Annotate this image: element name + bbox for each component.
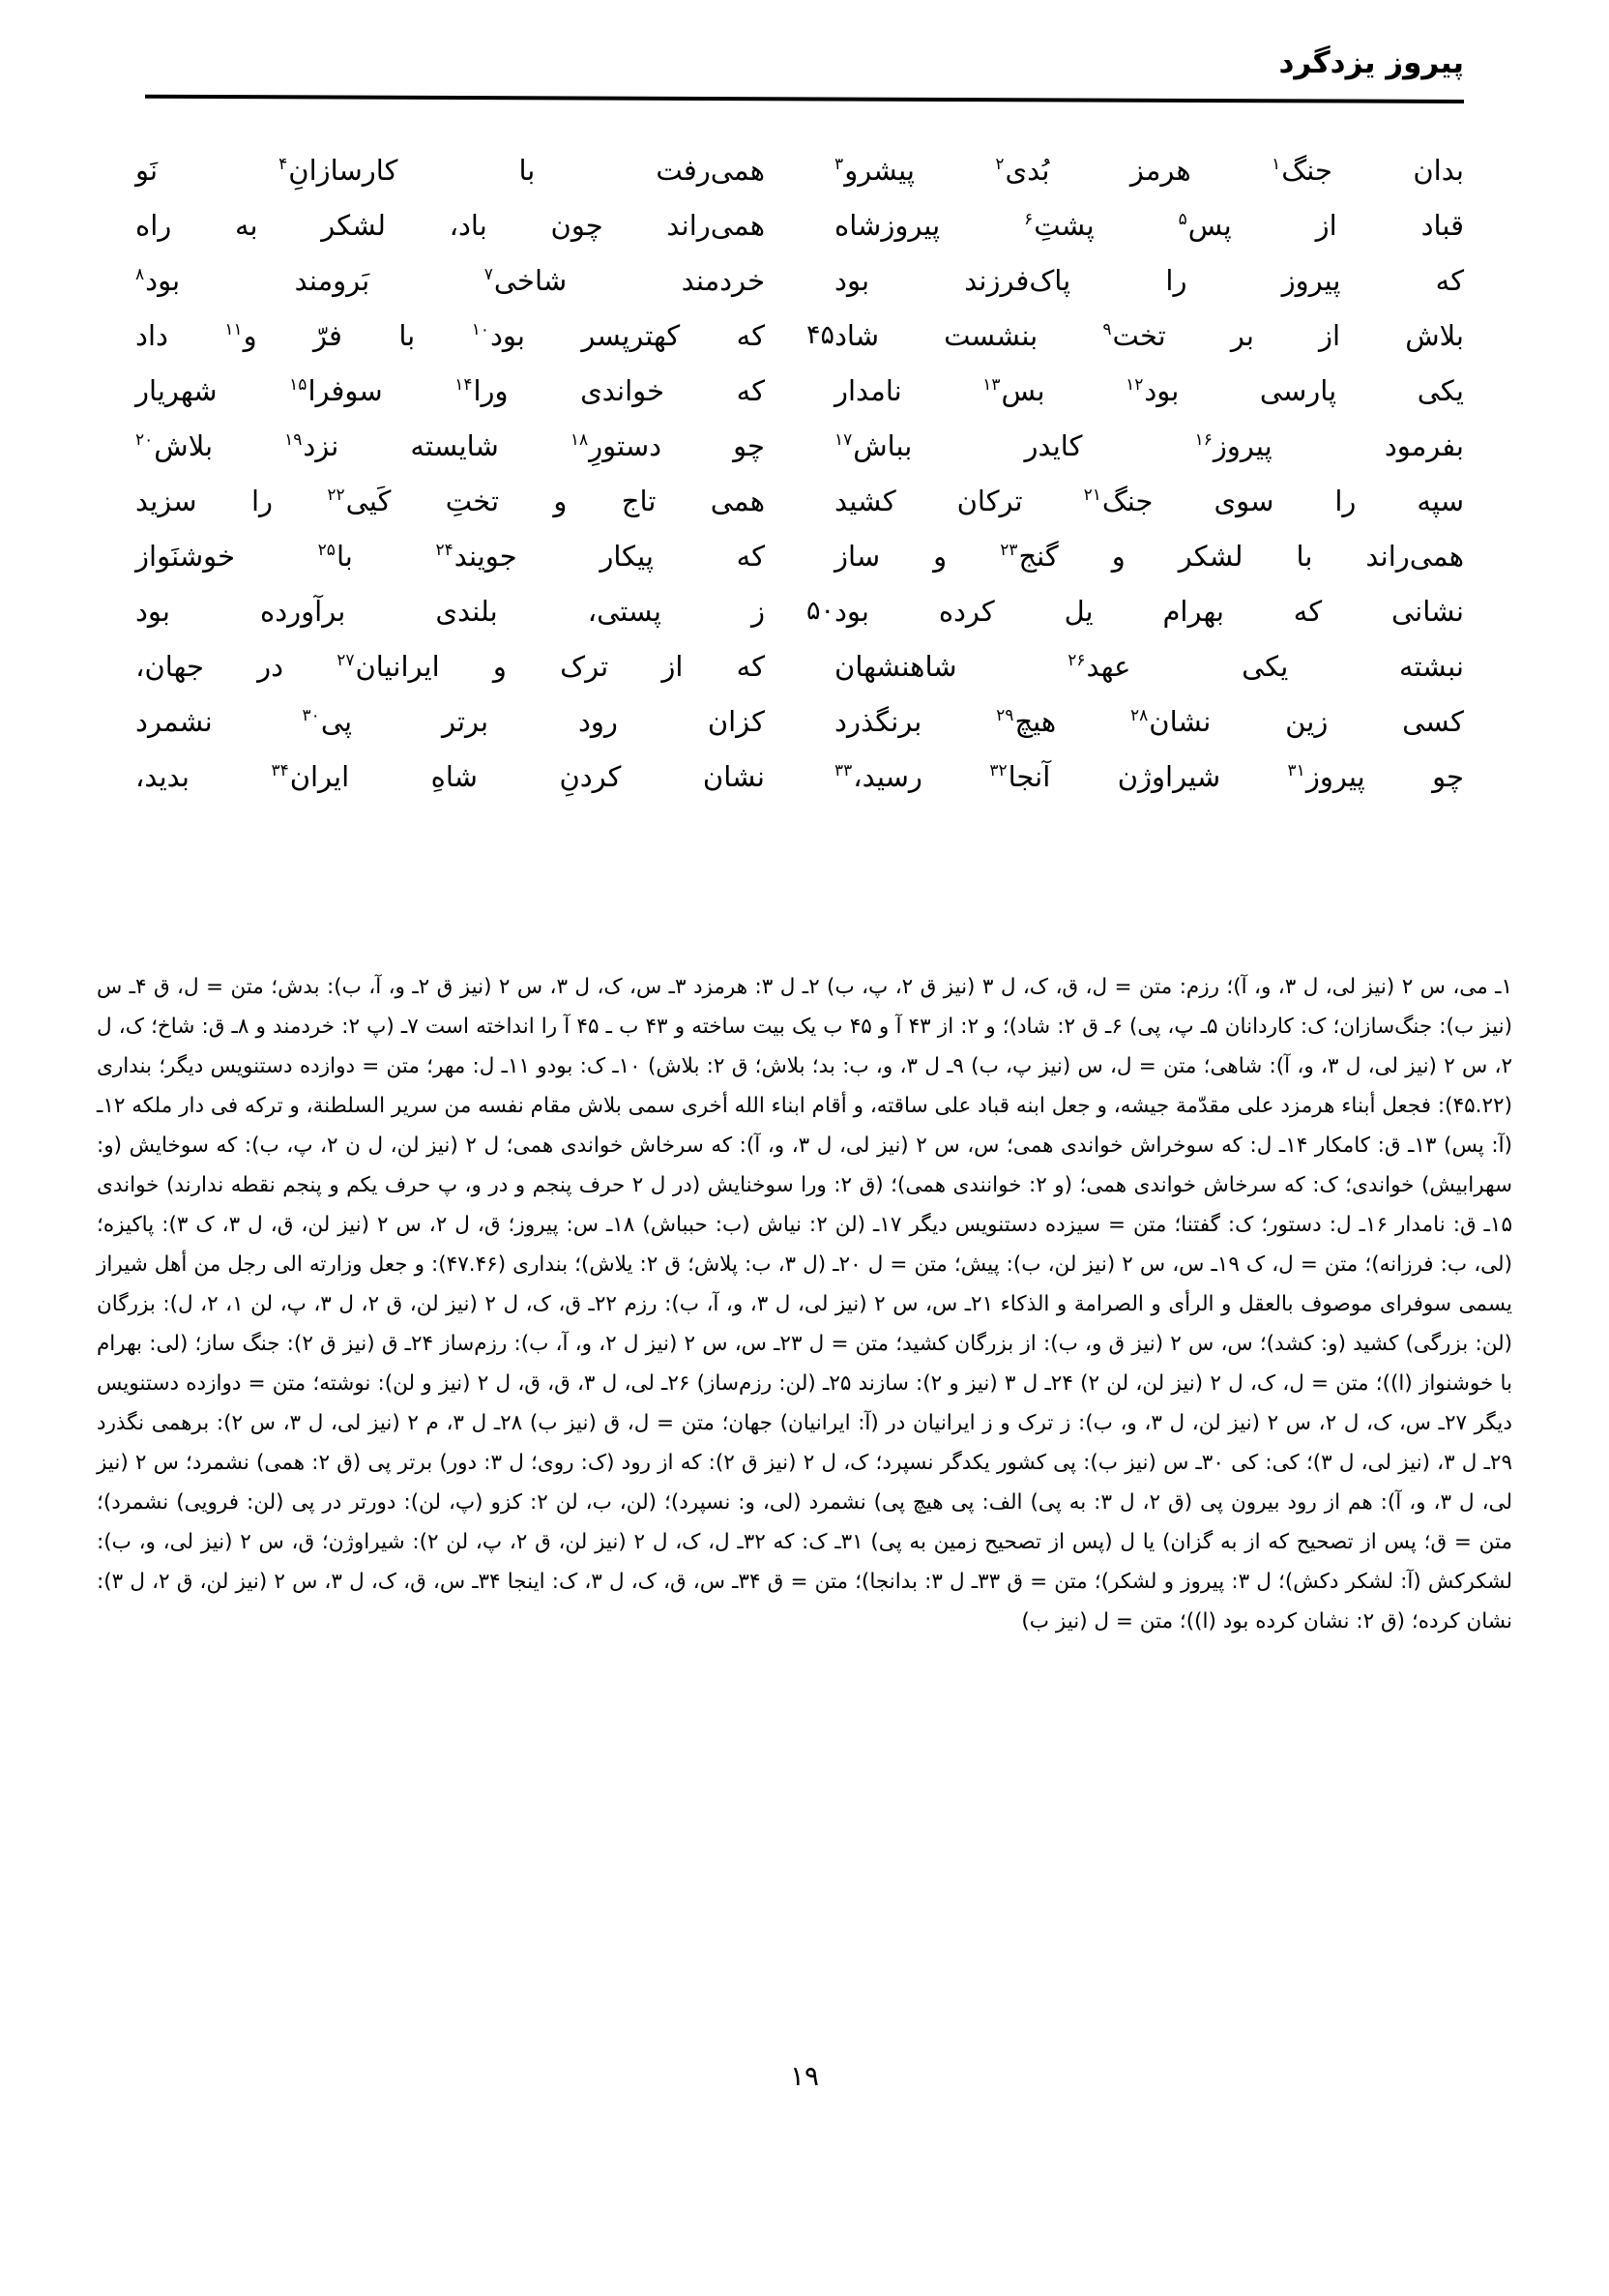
- verse-word: سوی: [1214, 485, 1274, 517]
- verse-word: جنگ$^{۲۱}$: [1083, 485, 1154, 517]
- hemistich-words: [135, 751, 775, 802]
- verse-word: ترک: [560, 650, 609, 683]
- verse-line-number: ۴۵: [805, 320, 834, 350]
- hemistich-second: [135, 200, 775, 250]
- verse-word: راه: [135, 209, 172, 242]
- verse-line: [135, 586, 1464, 641]
- footnote-marker[interactable]: ۵: [1178, 210, 1187, 230]
- hemistich-words: [809, 531, 1464, 581]
- verse-word: بدید،: [135, 760, 190, 793]
- verse-word: آنجا$^{۳۲}$: [989, 760, 1051, 793]
- running-head: [145, 46, 1464, 114]
- verse-word: باد،: [449, 209, 487, 242]
- running-head-title: پیروز یزدگرد: [1278, 45, 1464, 80]
- verse-line: [135, 255, 1464, 310]
- hemistich-words: [809, 586, 1464, 636]
- hemistich-words: [135, 696, 775, 747]
- verse-word: بنشست: [944, 319, 1039, 352]
- verse-word: بود$^۸$: [135, 264, 181, 297]
- verse-word: پیکار: [600, 540, 655, 573]
- verse-word: رود: [578, 705, 618, 738]
- hemistich-first: [834, 255, 1464, 306]
- verse-word: با: [518, 154, 536, 187]
- verse-word: دستورِ$^{۱۸}$: [570, 429, 662, 462]
- hemistich-words: [809, 476, 1464, 526]
- footnote-marker[interactable]: ۲۰: [135, 430, 154, 451]
- footnote-marker[interactable]: ۳۴: [271, 761, 289, 781]
- verse-word: داد: [135, 319, 168, 352]
- footnote-marker[interactable]: ۳۰: [302, 706, 320, 726]
- verse-word: عهد$^{۲۶}$: [1068, 650, 1131, 683]
- apparatus-text: ۱ـ می، س ۲ (نیز لی، ل ۳، و، آ)؛ رزم: متن = ل، ق، ک، ل ۳ (نیز ق ۲، پ، ب) ۲ـ ل ۳: هرمزد ۳ـ س، ک، ل ۳، س ۲ (نیز ق ۲ـ و، آ، ب): بدش؛ متن = ل، ق ۴ـ س (نیز ب): جنگ‌سازان؛ ک: کاردانان ۵ـ پ، پی) ۶ـ ق ۲: شاد)؛ و ۲: از ۴۳ آ و ۴۵ ب یک بیت ساخته و ۴۳ ب ـ ۴۵ آ را انداخته است ۷ـ (پ ۲: خردمند و ۸ـ ق: شاخ؛ ک، ل ۲، س ۲ (نیز لی، ل ۳، و، آ): شاهی؛ متن = ل، س (نیز پ، ب) ۹ـ ل ۳، و، ب: بد؛ بلاش؛ ق ۲: بلاش) ۱۰ـ ک: بودو ۱۱ـ ل: مهر؛ متن = دوازده دستنویس دیگر؛ بنداری (۴۵.۲۲): فجعل أبناء هرمزد علی مقدّمة جیشه، و جعل ابنه قباد علی ساقته، و أقام ابناء الله أخری سمی بلاش مقام نفسه من سریر السلطنة، و ترکه فی دار ملکه ۱۲ـ (آ: پس) ۱۳ـ ق: کامکار ۱۴ـ ل: که سوخراش خواندی همی؛ س، س ۲ (نیز لی، ل ۳، و، آ): که سرخاش خواندی همی؛ ل ۲ (نیز لن، ل ن ۲، پ، ب): که سوخایش (و: سهرابیش) خواندی؛ ک: که سرخاش خواندی همی؛ (و ۲: خوانندی همی)؛ (ق ۲: ورا سوخنایش (در ل ۲ حرف پنجم و در و، پ حرف یکم و پنجم نقطه ندارند) خواندی ۱۵ـ ق: نامدار ۱۶ـ ل: دستور؛ ک: گفتنا؛ متن = سیزده دستنویس دیگر ۱۷ـ (لن ۲: نیاش (ب: حبباش) ۱۸ـ س: پیروز؛ ق، ل ۲، س ۲ (نیز لن، ق، ل ۳، ک ۳): پاکیزه؛ (لی، ب: فرزانه)؛ متن = ل، ک ۱۹ـ س، س ۲ (نیز لن، ب): پیش؛ متن = ل ۲۰ـ (ل ۳، ب: پلاش؛ ق ۲: یلاش)؛ بنداری (۴۷.۴۶): و جعل وزارته الی رجل من أهل شیراز یسمی سوفرای موصوف بالعقل و الرأی و الصرامة و الذکاء ۲۱ـ س، س ۲ (نیز لی، ل ۳، و، آ، ب): رزم ۲۲ـ ق، ک، ل ۲ (نیز لن، ق ۲، ل ۳، پ، لن ۱، ۲، ل): بزرگان (لن: بزرگی) کشید (و: کشد)؛ س، س ۲ (نیز ق و، ب): از بزرگان کشید؛ متن = ل ۲۳ـ س، س ۲ (نیز ل ۲، و، آ، ب): رزم‌ساز ۲۴ـ ق (نیز ق ۲): جنگ ساز؛ (لی: بهرام با خوشنواز (ا))؛ متن = ل، ک، ل ۲ (نیز لن، لن ۲) ۲۴ـ ل ۳ (نیز و ۲): سازند ۲۵ـ (لن: رزم‌ساز) ۲۶ـ لی، ل ۳، ق، ق، ل ۲ (نیز و لن): نوشته؛ متن = دوازده دستنویس دیگر ۲۷ـ س، ک، ل ۲، س ۲ (نیز لن، ل ۳، و، ب): ز ترک و ز ایرانیان در (آ: ایرانیان) جهان؛ متن = ل، ق (نیز ب) ۲۸ـ ل ۳، م ۲ (نیز لی، ل ۳، س ۲): برهمی نگذرد ۲۹ـ ل ۳، (نیز لی، ل ۳)؛ کی: کی ۳۰ـ س (نیز ب): پی کشور یکدگر نسپرد؛ ک، ل ۲ (نیز ق ۲): که از رود (ک: روی؛ ل ۳: دور) برتر پی (ق ۲: همی) نشمرد؛ س ۲ (نیز لی، ل ۳، و، آ): هم از رود بیرون پی (ق ۲، ل ۳: به پی) الف: پی هیچ پی) نشمرد (لی، و: نسپرد)؛ (لن، ب، لن ۲: کزو (پ، لن): دورتر در پی (لن: فرویی) نشمرد)؛ متن = ق؛ پس از تصحیح که از به گزان) یا ل (پس از تصحیح زمین به پی) ۳۱ـ ک: که ۳۲ـ ل، ک، ل ۲ (نیز لن، ق ۲، پ، لن ۲): شیراوژن؛ ق، س ۲ (نیز لی، و، ب): لشکرکش (آ: لشکر دکش)؛ ل ۳: پیروز و لشکر)؛ متن = ق ۳۳ـ ل ۳: بدانجا)؛ متن = ق ۳۴ـ س، ق، ک، ل ۳، ک: اینجا ۳۴ـ س، ق، ک، ل ۳، س ۲ (نیز لن، ق ۲، ل ۳): نشان کرده؛ (ق ۲: نشان کرده بود (ا))؛ متن = ل (نیز ب): [97, 975, 1513, 1634]
- verse-word: نبشته: [1399, 650, 1464, 683]
- verse-word: برنگذرد: [834, 705, 922, 738]
- footnote-marker[interactable]: ۴: [278, 155, 288, 175]
- verse-word: را: [1165, 264, 1187, 297]
- verse-word: چو: [733, 429, 765, 462]
- verse-word: که: [736, 650, 765, 683]
- footnote-marker[interactable]: ۲۵: [317, 541, 336, 561]
- hemistich-words: [135, 421, 775, 471]
- verse-word: پارسی: [1259, 374, 1337, 407]
- hemistich-first: [834, 145, 1464, 195]
- verse-word: یل: [1064, 595, 1094, 628]
- verse-word: لشکر: [1178, 540, 1243, 573]
- hemistich-second: [135, 696, 775, 747]
- hemistich-first: [834, 586, 1464, 636]
- footnote-marker[interactable]: ۱۳: [982, 375, 1001, 396]
- verse-word: با: [1296, 540, 1313, 573]
- verse-word: کایدر: [1024, 429, 1083, 462]
- footnote-marker[interactable]: ۲۷: [336, 651, 355, 671]
- hemistich-second: [135, 310, 775, 361]
- verse-word: بَرومند: [294, 264, 370, 297]
- hemistich-second: [135, 476, 775, 526]
- hemistich-words: [809, 200, 1464, 250]
- verse-word: برتر: [441, 705, 489, 738]
- critical-apparatus: [97, 967, 1512, 1641]
- verse-word: کردنِ: [559, 760, 622, 793]
- hemistich-second: [135, 366, 775, 416]
- verse-word: ز: [750, 595, 765, 628]
- verse-word: به: [234, 209, 258, 242]
- verse-word: بفرمود: [1384, 429, 1464, 462]
- verse-word: که: [736, 540, 765, 573]
- verse-word: در: [257, 650, 284, 683]
- hemistich-words: [135, 310, 775, 361]
- hemistich-words: [135, 255, 775, 306]
- verse-word: هرمز: [1129, 154, 1191, 187]
- hemistich-words: [809, 145, 1464, 195]
- verse-word: نشمرد: [135, 705, 213, 738]
- verse-word: پیروزشاه: [834, 209, 941, 242]
- footnote-marker[interactable]: ۱۴: [454, 375, 473, 396]
- verse-word: هیچ$^{۲۹}$: [996, 705, 1057, 738]
- verse-line: [135, 145, 1464, 200]
- hemistich-first: [834, 200, 1464, 250]
- hemistich-second: [135, 751, 775, 802]
- verse-word: پی$^{۳۰}$: [302, 705, 353, 738]
- footnote-marker[interactable]: ۹: [1102, 320, 1112, 340]
- footnote-marker[interactable]: ۲۱: [1083, 486, 1101, 506]
- hemistich-first: [834, 641, 1464, 692]
- hemistich-words: [135, 531, 775, 581]
- verse-word: همی‌رفت: [656, 154, 765, 187]
- hemistich-words: [809, 310, 1464, 361]
- verse-word: فرّ: [313, 319, 342, 352]
- verse-word: کسی: [1402, 705, 1464, 738]
- verse-line: [135, 531, 1464, 586]
- hemistich-second: [135, 255, 775, 306]
- verse-word: جویند$^{۲۴}$: [435, 540, 517, 573]
- verse-word: پاک‌فرزند: [964, 264, 1071, 297]
- footnote-marker[interactable]: ۲۸: [1130, 706, 1149, 726]
- verse-word: کرده: [938, 595, 995, 628]
- verse-word: نشانی: [1390, 595, 1464, 628]
- verse-word: جهان،: [135, 650, 204, 683]
- footnote-marker[interactable]: ۱۶: [1194, 430, 1213, 451]
- verse-word: که: [1435, 264, 1464, 297]
- verse-word: ورا$^{۱۴}$: [454, 374, 509, 407]
- verse-word: خوشنَواز: [135, 540, 236, 573]
- verse-word: پس$^۵$: [1178, 209, 1232, 242]
- verse-word: قباد: [1420, 209, 1464, 242]
- verse-word: نَو: [135, 154, 159, 187]
- verse-word: شهریار: [135, 374, 218, 407]
- verse-word: رسید،$^{۳۳}$: [834, 760, 922, 793]
- verse-word: که: [1293, 595, 1323, 628]
- verse-word: خردمند: [681, 264, 765, 297]
- hemistich-second: [135, 421, 775, 471]
- hemistich-words: [135, 641, 775, 692]
- verse-word: شاد: [834, 319, 880, 352]
- hemistich-words: [135, 586, 775, 636]
- verse-line: [135, 310, 1464, 366]
- footnote-marker[interactable]: ۲۹: [996, 706, 1014, 726]
- hemistich-first: [834, 366, 1464, 416]
- footnote-marker[interactable]: ۲۴: [435, 541, 453, 561]
- hemistich-words: [135, 200, 775, 250]
- footnote-marker[interactable]: ۳۲: [989, 761, 1008, 781]
- verse-word: بلندی: [435, 595, 498, 628]
- verse-word: تاج: [621, 485, 657, 517]
- verse-line: [135, 366, 1464, 421]
- footnote-marker[interactable]: ۲۲: [327, 486, 345, 506]
- verse-word: که: [736, 319, 765, 352]
- footnote-marker[interactable]: ۲: [995, 155, 1005, 175]
- footnote-marker[interactable]: ۱۱: [224, 320, 243, 340]
- hemistich-first: [834, 421, 1464, 471]
- folio-number: ۱۹: [789, 2060, 820, 2092]
- footnote-marker[interactable]: ۳۱: [1287, 761, 1305, 781]
- verse-word: با: [398, 319, 416, 352]
- hemistich-first: [834, 476, 1464, 526]
- verse-word: و: [492, 650, 507, 683]
- verse-word: خواندی: [580, 374, 665, 407]
- hemistich-first: [834, 696, 1464, 747]
- hemistich-words: [135, 476, 775, 526]
- verse-word: شاخی$^۷$: [483, 264, 568, 297]
- verse-word: پیروز$^{۱۶}$: [1194, 429, 1273, 462]
- verse-word: شایسته: [410, 429, 499, 462]
- footnote-marker[interactable]: ۲۶: [1068, 651, 1086, 671]
- verse-word: سوفرا$^{۱۵}$: [289, 374, 383, 407]
- verse-word: پیروز: [1281, 264, 1341, 297]
- verse-word: یکی: [1417, 374, 1464, 407]
- footnote-marker[interactable]: ۱۷: [834, 430, 853, 451]
- verse-word: ایرانیان$^{۲۷}$: [336, 650, 440, 683]
- hemistich-words: [135, 366, 775, 416]
- hemistich-first: [834, 751, 1464, 802]
- footnote-marker[interactable]: ۶: [1024, 210, 1034, 230]
- verse-word: بهرام: [1162, 595, 1224, 628]
- footnote-marker[interactable]: ۸: [135, 265, 145, 285]
- verse-word: را: [250, 485, 274, 517]
- footnote-marker[interactable]: ۷: [483, 265, 493, 285]
- verse-word: همی: [710, 485, 765, 517]
- verse-word: بلاش: [1405, 319, 1464, 352]
- verse-block: [135, 145, 1464, 807]
- hemistich-second: [135, 641, 775, 692]
- verse-line: [135, 751, 1464, 807]
- verse-word: با$^{۲۵}$: [317, 540, 353, 573]
- verse-word: بود$^{۱۲}$: [1126, 374, 1180, 407]
- hemistich-words: [809, 751, 1464, 802]
- footnote-marker[interactable]: ۲۳: [1000, 541, 1018, 561]
- verse-word: همی‌راند: [1365, 540, 1464, 573]
- hemistich-words: [809, 366, 1464, 416]
- verse-word: جنگ$^۱$: [1272, 154, 1332, 187]
- verse-word: تخت$^۹$: [1102, 319, 1166, 352]
- verse-word: و: [553, 485, 568, 517]
- verse-word: تختِ: [445, 485, 500, 517]
- verse-word: چون: [550, 209, 603, 242]
- hemistich-second: [135, 145, 775, 195]
- verse-word: کارسازانِ$^۴$: [278, 154, 398, 187]
- verse-line: [135, 696, 1464, 751]
- verse-word: بر: [1230, 319, 1254, 352]
- verse-word: بس$^{۱۳}$: [982, 374, 1045, 407]
- verse-word: بباش$^{۱۷}$: [834, 429, 913, 462]
- verse-word: از: [1319, 319, 1341, 352]
- verse-word: لشکر: [321, 209, 386, 242]
- verse-word: پیشرو$^۳$: [834, 154, 915, 187]
- verse-word: گنج$^{۲۳}$: [1000, 540, 1059, 573]
- hemistich-second: [135, 586, 775, 636]
- verse-word: نامدار: [834, 374, 902, 407]
- hemistich-words: [809, 255, 1464, 306]
- verse-word: و: [1111, 540, 1126, 573]
- verse-word: از: [1315, 209, 1337, 242]
- verse-word: نشان$^{۲۸}$: [1130, 705, 1212, 738]
- footnote-marker[interactable]: ۳۳: [834, 761, 853, 781]
- footnote-marker[interactable]: ۱۰: [471, 320, 489, 340]
- verse-word: سزید: [135, 485, 197, 517]
- verse-word: کزان: [707, 705, 765, 738]
- verse-line: [135, 641, 1464, 696]
- hemistich-second: [135, 531, 775, 581]
- hemistich-words: [809, 421, 1464, 471]
- verse-word: بود: [834, 595, 869, 628]
- verse-word: و$^{۱۱}$: [224, 319, 257, 352]
- header-divider-rule: [145, 95, 1464, 103]
- verse-word: پستی،: [587, 595, 661, 628]
- verse-word: پیروز$^{۳۱}$: [1287, 760, 1365, 793]
- verse-line: [135, 200, 1464, 255]
- verse-word: کهترپسر: [581, 319, 681, 352]
- hemistich-words: [809, 641, 1464, 692]
- verse-word: و: [933, 540, 948, 573]
- verse-word: از: [661, 650, 684, 683]
- verse-word: ساز: [834, 540, 881, 573]
- verse-line: [135, 421, 1464, 476]
- verse-word: بلاش$^{۲۰}$: [135, 429, 214, 462]
- footnote-marker[interactable]: ۳: [834, 155, 844, 175]
- verse-word: شاهنشهان: [834, 650, 957, 683]
- verse-word: نشان: [702, 760, 765, 793]
- verse-word: سپه: [1417, 485, 1464, 517]
- verse-word: نزد$^{۱۹}$: [284, 429, 339, 462]
- verse-word: که: [736, 374, 765, 407]
- verse-line: [135, 476, 1464, 531]
- verse-line-number: ۵۰: [805, 596, 834, 626]
- footnote-marker[interactable]: ۱۹: [284, 430, 303, 451]
- verse-word: بُدی$^۲$: [995, 154, 1050, 187]
- verse-word: کشید: [834, 485, 896, 517]
- verse-word: بدان: [1413, 154, 1464, 187]
- verse-word: بود: [135, 595, 170, 628]
- verse-word: ترکان: [956, 485, 1023, 517]
- verse-word: یکی: [1242, 650, 1289, 683]
- verse-word: را: [1334, 485, 1357, 517]
- footnote-marker[interactable]: ۱: [1272, 155, 1281, 175]
- hemistich-first: [834, 531, 1464, 581]
- verse-word: بود: [834, 264, 870, 297]
- verse-word: ایران$^{۳۴}$: [271, 760, 350, 793]
- footnote-marker[interactable]: ۱۲: [1126, 375, 1144, 396]
- verse-word: چو: [1432, 760, 1464, 793]
- verse-word: شیراوژن: [1117, 760, 1221, 793]
- footnote-marker[interactable]: ۱۵: [289, 375, 307, 396]
- verse-word: بود$^{۱۰}$: [471, 319, 525, 352]
- hemistich-words: [135, 145, 775, 195]
- hemistich-words: [809, 696, 1464, 747]
- verse-word: زین: [1285, 705, 1329, 738]
- hemistich-first: [834, 310, 1464, 361]
- verse-word: شاهِ: [430, 760, 478, 793]
- footnote-marker[interactable]: ۱۸: [570, 430, 589, 451]
- verse-word: برآورده: [260, 595, 346, 628]
- verse-word: پشتِ$^۶$: [1024, 209, 1095, 242]
- verse-word: کَیی$^{۲۲}$: [327, 485, 392, 517]
- verse-word: همی‌راند: [666, 209, 765, 242]
